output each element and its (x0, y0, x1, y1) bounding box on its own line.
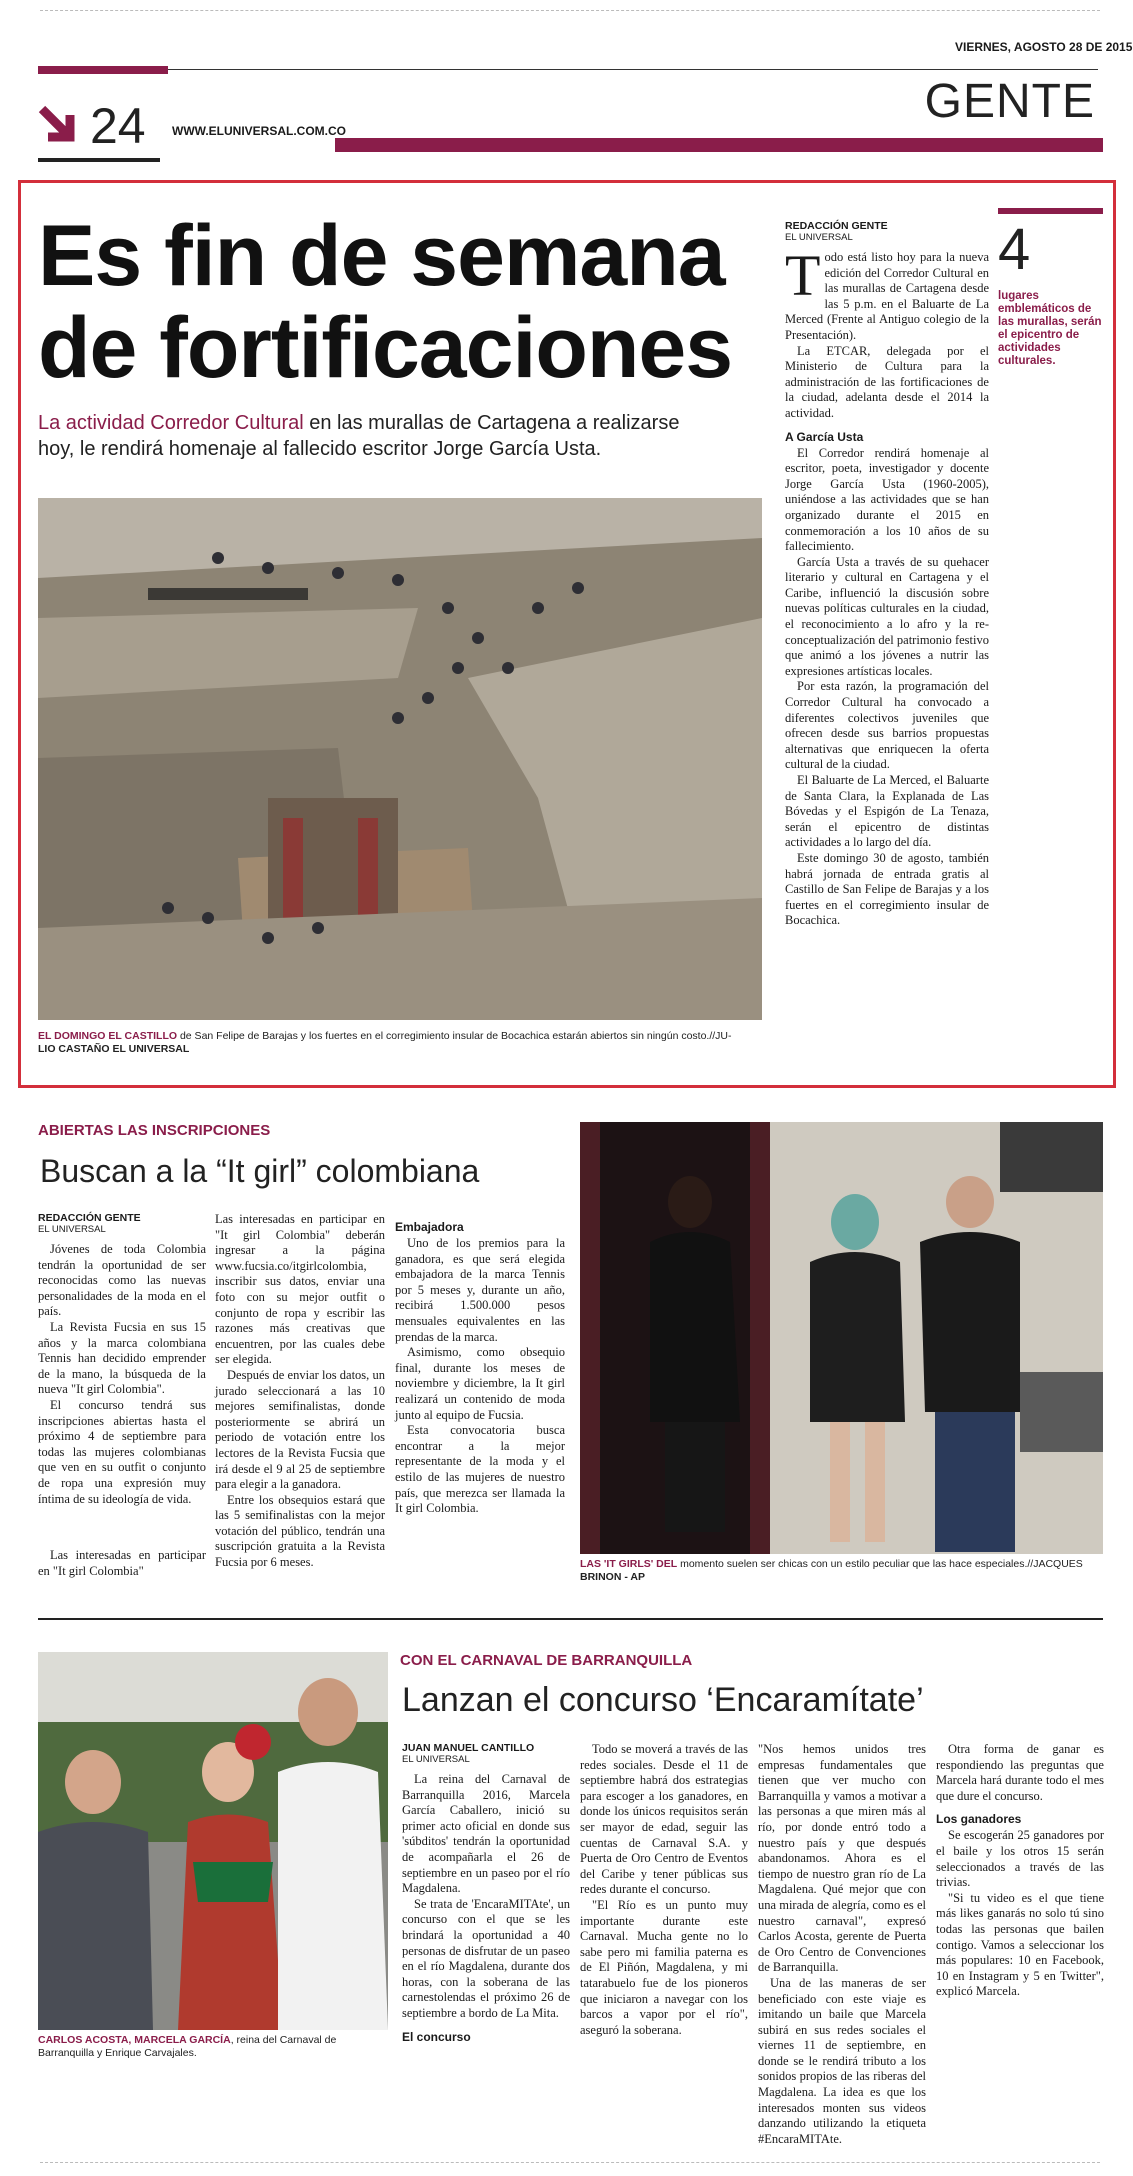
story3-para9: "Si tu video es el que tiene más likes ganarás no solo tú sino todas las personas que bailen contigo. Vamos a seleccionar los más populares: 10 en Facebook, 10 en Instagram y 5 en Twitter", explicó Marcela. (936, 1890, 1104, 1999)
story3-byline-sub: EL UNIVERSAL (402, 1754, 470, 1765)
story2-para9: Esta convocatoria busca encontrar a la mejor representante de la moda y el estilo de las mujeres de nuestro país, que merezca ser llamada la It girl Colombia. (395, 1423, 565, 1516)
story2-para8: Asimismo, como obsequio final, durante los meses de noviembre y diciembre, la It girl realizará un contenido de moda junto al equipo de Fucsia. (395, 1345, 565, 1422)
caption-credit: BRINON - AP (580, 1571, 645, 1583)
story3-kicker: CON EL CARNAVAL DE BARRANQUILLA (400, 1652, 693, 1669)
deck-highlight: La actividad Corredor Cultural (38, 412, 304, 434)
it-girls-photo (580, 1122, 1103, 1554)
story2-para5: Después de enviar los datos, un jurado seleccionará a las 10 mejores semifinalistas, donde posteriormente se abrirá un periodo de votación entre los lectores de la Revista Fucsia que irá desde el 9 al 25 de septiembre para elegir a la ganadora. (215, 1367, 385, 1492)
story3-caption (38, 2034, 388, 2060)
sidebar-text: lugares emblemáticos de las murallas, serán el epicentro de actividades culturales. (998, 290, 1102, 367)
story2-subhead: Embajadora (395, 1220, 464, 1234)
story2-byline-sub: EL UNIVERSAL (38, 1224, 106, 1235)
story2-para4-start: Las interesadas en participar en "It girl Colombia" (38, 1548, 206, 1578)
story2-byline: REDACCIÓN GENTE (38, 1212, 141, 1224)
story1-body (785, 220, 989, 929)
story1-para7: Este domingo 30 de agosto, también habrá jornada de entrada gratis al Castillo de San Felipe de Barajas y a los fuertes en el corregimiento insular de Bocachica. (785, 850, 989, 928)
caption-text: , reina del Carnaval de Barranquilla y Enrique Carvajales. (38, 2034, 337, 2059)
top-border (40, 10, 1100, 11)
story1-byline-sub: EL UNIVERSAL (785, 232, 853, 243)
section-title: GENTE (924, 75, 1095, 128)
story3-para8: Se escogerán 25 ganadores por el baile y los otros 15 serán seleccionados a través de las trivias. (936, 1828, 1104, 1890)
story2-para3: El concurso tendrá sus inscripciones abiertas hasta el próximo 4 de septiembre para todas las mujeres colombianas que ven en su outfit o conjunto de ropa una expresión muy íntima de su ideología de vida. (38, 1397, 206, 1506)
fortress-photo (38, 498, 762, 1020)
story3-subhead1: El concurso (402, 2029, 471, 2044)
story3-para5: "Nos hemos unidos tres empresas fundamentales que tienen que ver mucho con Barranquilla y vamos a motivar a las personas a que miren más al río, por donde entró todo a nuestro país y que después abandonamos. Ahora es el tiempo de nuestro gran río de La Magdalena. Qué mejor que con una mirada de alegría, como es el nuestro carnaval", expresó Carlos Acosta, gerente de Puerta de Oro Centro de Convenciones de Barranquilla. (758, 1742, 926, 1975)
caption-text: de San Felipe de Barajas y los fuertes en el corregimiento insular de Bocachica estarán abiertos sin ningún costo.//JU- (177, 1030, 732, 1042)
story1-para5: Por esta razón, la programación del Corredor Cultural ha convocado a diferentes colectivos juveniles que ofrecen desde sus barrios propuestas alternativas que enriquecen la oferta cultural de la ciudad. (785, 679, 989, 772)
story3-col4 (936, 1742, 1104, 2000)
caption-lead: EL DOMINGO EL CASTILLO (38, 1030, 178, 1042)
story1-deck (38, 410, 768, 462)
sidebar-number: 4 (998, 217, 1031, 282)
story3-para6: Una de las maneras de ser beneficiado con este viaje es imitando un baile que Marcela subirá en sus redes sociales el viernes 11 de septiembre, en donde se le rendirá tributo a los sonidos propios de las riberas del Magdalena. La idea es que los interesados monten sus videos danzando utilizando la etiqueta #EncaraMITAte. (758, 1975, 926, 2146)
page-number: 24 (90, 98, 146, 154)
story3-para4: "El Río es un punto muy importante durante este Carnaval. Mucha gente no lo sabe pero mi familia paterna es de El Piñón, Magdalena, y mi tatarabuelo fue de los pioneros que iniciaron a navegar con los barcos a vapor por el río", aseguró la soberana. (580, 1897, 748, 2037)
caption-lead: CARLOS ACOSTA, MARCELA GARCÍA (38, 2034, 231, 2046)
story3-byline: JUAN MANUEL CANTILLO (402, 1742, 535, 1754)
story2-col1b (38, 1548, 206, 1579)
story3-col2 (580, 1742, 748, 2038)
deck-rest: en las murallas de Cartagena a realizarse (303, 412, 680, 434)
story2-caption (580, 1558, 1103, 1584)
story3-para7: Otra forma de ganar es respondiendo las preguntas que Marcela hará durante todo el mes que dure el concurso. (936, 1742, 1104, 1803)
story3-para3: Todo se moverá a través de las redes sociales. Desde el 11 de septiembre habrá dos estrategias para escoger a los ganadores, en donde los únicos requisitos serán ser mayor de edad, seguir las cuentas de Carnaval S.A. y Puerta de Oro Centro de Eventos del Caribe y tener públicas sus redes durante el concurso. (580, 1742, 748, 1897)
deck-line-2: hoy, le rendirá homenaje al fallecido escritor Jorge García Usta. (38, 438, 602, 460)
story2-col1 (38, 1212, 206, 1507)
story1-subhead: A García Usta (785, 429, 864, 444)
headline-line-1: Es fin de semana (38, 208, 725, 304)
story1-para2: La ETCAR, delegada por el Ministerio de Cultura para la administración de las fortificaciones de la ciudad, adelanta desde el 2014 la actividad. (785, 343, 989, 420)
story3-para2: Se trata de 'EncaraMITAte', un concurso con el que se les brindará la oportunidad a 40 personas de disfrutar de un paseo en el río Magdalena, durante dos horas, con la soberana de las carnestolendas el próximo 26 de septiembre a bordo de La Mita. (402, 1896, 570, 2020)
page-number-rule (38, 158, 160, 162)
story3-col3 (758, 1742, 926, 2147)
story2-para1: Jóvenes de toda Colombia tendrán la oportunidad de ser reconocidas como las nuevas personalidades de la moda en el país. (38, 1242, 206, 1319)
story1-byline: REDACCIÓN GENTE (785, 220, 888, 232)
story2-col2 (215, 1212, 385, 1571)
header-date: VIERNES, AGOSTO 28 DE 2015 (955, 40, 1133, 54)
story1-caption (38, 1030, 762, 1056)
caption-text: momento suelen ser chicas con un estilo peculiar que las hace especiales.//JACQUES (677, 1558, 1083, 1570)
arrow-icon (38, 105, 82, 149)
story2-para7: Uno de los premios para la ganadora, es que será elegida embajadora de la marca Tennis por 5 meses y, durante un año, recibirá 1.500.000 pesos mensuales equivalentes en las prendas de la marca. (395, 1236, 565, 1344)
website-link[interactable]: WWW.ELUNIVERSAL.COM.CO (172, 124, 346, 138)
caption-lead: LAS 'IT GIRLS' DEL (580, 1558, 678, 1570)
story3-headline: Lanzan el concurso ‘Encaramítate’ (402, 1681, 924, 1719)
header-accent-bar (38, 66, 168, 74)
story1-para3: El Corredor rendirá homenaje al escritor, poeta, investigador y docente Jorge García Usta (1960-2005), uniéndose a las actividades que se han organizado durante el 2015 en conmemoración a los 10 años de su fallecimiento. (785, 445, 989, 554)
section-divider (38, 1618, 1103, 1620)
story2-para2: La Revista Fucsia en sus 15 años y la marca colombiana Tennis han decidido emprender de la mano, la búsqueda de la nueva "It girl Colombia". (38, 1319, 206, 1397)
story2-col3 (395, 1212, 565, 1517)
header-rule (168, 69, 1098, 70)
carnival-photo (38, 1652, 388, 2030)
story1-para6: El Baluarte de La Merced, el Baluarte de Santa Clara, la Explanada de Las Bóvedas y el Espigón de La Tenaza, serán el epicentro de distintas actividades a lo largo del día. (785, 773, 989, 850)
dropcap: T (785, 243, 821, 308)
sidebar-bar (998, 208, 1103, 214)
story2-para4: Las interesadas en participar en "It girl Colombia" deberán ingresar a la página www.fucsia.co/itgirlcolombia, inscribir sus datos, enviar una foto con su mejor outfit o conjunto de ropa y escribir las razones más creativas que encuentren, por las cuales debe ser elegida. (215, 1212, 385, 1367)
headline-line-2: de fortificaciones (38, 300, 733, 396)
story2-headline: Buscan a la “It girl” colombiana (40, 1153, 480, 1189)
story3-para1: La reina del Carnaval de Barranquilla 2016, Marcela García Caballero, inició su primer acto oficial en donde sus 'súbditos' tendrán la oportunidad de acompañarla el 26 de septiembre en un paseo por el río Magdalena. (402, 1772, 570, 1896)
story1-para4: García Usta a través de su quehacer literario y cultural en Cartagena y el Caribe, influenció la discusión sobre nuevas políticas culturales en la ciudad, el reconocimiento a lo afro y la re-conceptualización del patrimonio festivo que animó a los jóvenes a nutrir las expresiones artísticas locales. (785, 554, 989, 678)
story1-para1: odo está listo hoy para la nueva edición del Corredor Cultural en las murallas de Cartagena desde las 5 p.m. en el Baluarte de La Merced (Frente al Antiguo colegio de la Presentación). (785, 250, 989, 342)
story3-subhead2: Los ganadores (936, 1812, 1022, 1827)
story1-headline (38, 210, 732, 394)
story2-para6: Entre los obsequios estará que las 5 semifinalistas con la mejor votación del público, tendrán una suscripción gratuita a la Revista Fucsia por 6 meses. (215, 1492, 385, 1570)
bottom-border (40, 2162, 1100, 2163)
story3-col1 (402, 1742, 570, 2046)
story2-kicker: ABIERTAS LAS INSCRIPCIONES (38, 1122, 271, 1139)
caption-credit: LIO CASTAÑO EL UNIVERSAL (38, 1043, 190, 1055)
header-brand-bar (335, 138, 1103, 152)
